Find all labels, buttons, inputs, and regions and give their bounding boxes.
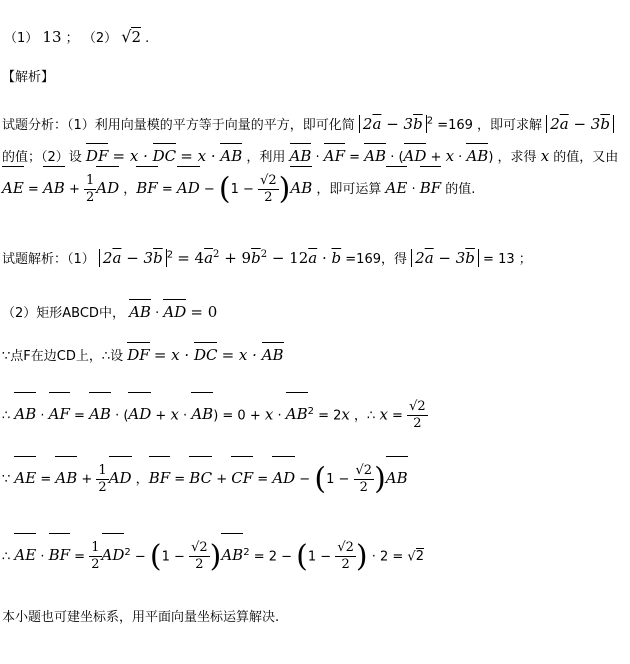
norm-2a-3b-2: $2\overline{a} - 3\overline{b}$ [546, 115, 614, 133]
solution-line-1: 试题解析：（1） $2\overline{a} - 3\overline{b}$ $^2 = 4\overline{a}^2 + 9\overline{b}^2 - 12\overline{a} \cdot \overline{b} =169$，得 $2\overline{a} - 3\overline{b} = 13$ ； [2, 249, 532, 267]
answer-separator: ； [65, 31, 79, 46]
answer-part2-label: （2） [82, 31, 118, 46]
analysis-line-3: AE = AB + $\frac{1}{2}$ AD ，BF = AD − (1 − $\frac{√2}{2}$ )AB ，即可运算 AE · BF 的值. [2, 171, 476, 207]
solution-line-2: （2）矩形ABCD中， AB · AD = 0 [2, 303, 218, 321]
answer-part1-label: （1） [4, 31, 39, 46]
solution-line-5: ∵ AE = AB + $\frac{1}{2}$ AD ，BF = BC + CF = AD − (1 − $\frac{√2}{2}$ )AB [2, 461, 408, 497]
answer-part2-sqrt: √2 [121, 27, 141, 46]
norm-2a-3b: $2\overline{a} - 3\overline{b}$ [359, 115, 427, 133]
solution-line-3: ∵点F在边CD上，∴设 DF = x · DC = x · AB [2, 346, 284, 364]
analysis-line-2: 的值；（2）设 DF = x · DC = x · AB ，利用 AB · AF = AB · (AD + x · AB) ，求得 x 的值，又由 [2, 147, 619, 165]
answer-line: （1） 13 ； （2） √2 . [4, 27, 150, 46]
solution-line-6: ∴ AE · BF = $\frac{1}{2}$ $AD^2 - (1$ − $\frac{√2}{2}$ )$AB^2 = 2 - (1$ − $\frac{√2}{2}$ ) · 2 = √2 [2, 538, 424, 574]
closing-note: 本小题也可建坐标系，用平面向量坐标运算解决. [2, 610, 280, 625]
answer-part1-value: 13 [42, 28, 62, 46]
analysis-line-1: 试题分析：（1）利用向量模的平方等于向量的平方，即可化简 $2\overline{a} - 3\overline{b}$ $^2$ =169 ，即可求解 $2\overline{a} - 3\overline{b}$ [2, 114, 614, 133]
analysis-heading: 【解析】 [2, 70, 55, 85]
solution-line-4: ∴ AB · AF = AB · $(AD + x \cdot AB) = 0 + x \cdot AB^2 = 2x$ ，∴ x = $\frac{√2}{2}$ [2, 394, 428, 434]
